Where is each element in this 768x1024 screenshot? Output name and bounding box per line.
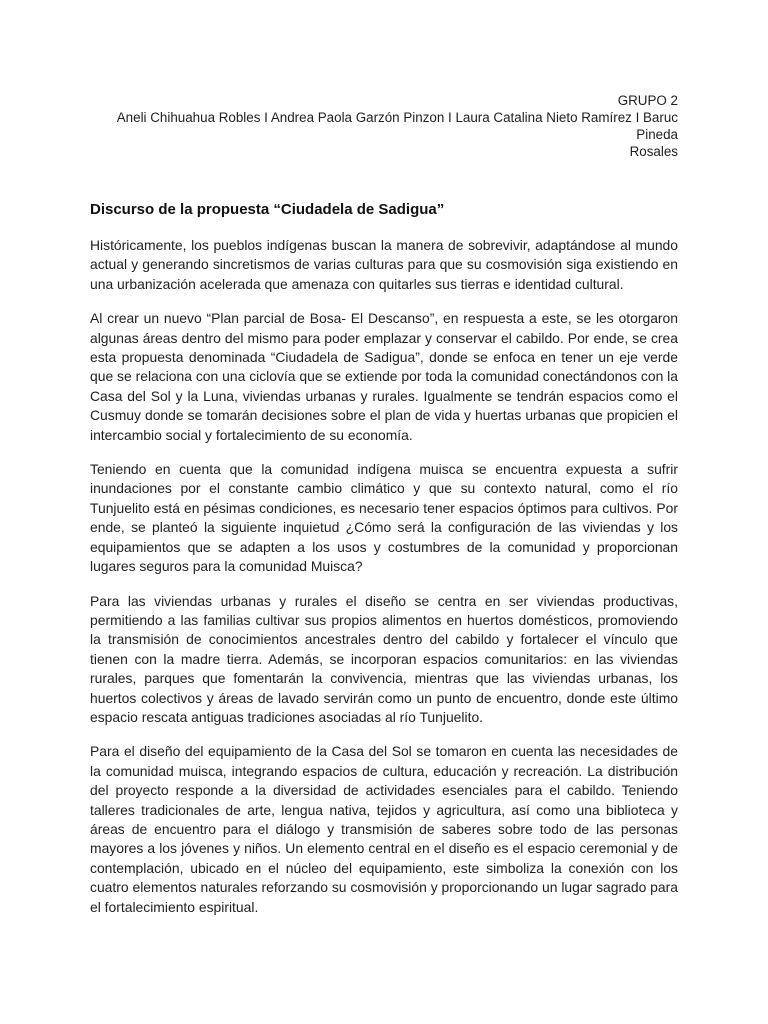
paragraph: Al crear un nuevo “Plan parcial de Bosa- El Descanso”, en respuesta a este, se les otorgaron algunas áreas dentro del mismo para poder emplazar y conservar el cabildo. Por ende, se crea esta propuesta denominada “Ciudadela de Sadigua”, donde se enfoca en tener un eje verde que se relaciona con una ciclovía que se extiende por toda la comunidad conectándonos con la Casa del Sol y la Luna, viviendas urbanas y rurales. Igualmente se tendrán espacios como el Cusmuy donde se tomarán decisiones sobre el plan de vida y huertas urbanas que propicien el intercambio social y fortalecimiento de su economía. [90,310,678,443]
authors-line: Aneli Chihuahua Robles I Andrea Paola Garzón Pinzon I Laura Catalina Nieto Ramírez I Baruc Pineda [116,110,678,142]
paragraph: Para las viviendas urbanas y rurales el diseño se centra en ser viviendas productivas, permitiendo a las familias cultivar sus propios alimentos en huertos domésticos, promoviendo la transmisión de conocimientos ancestrales dentro del cabildo y fortalecer el vínculo que tienen con la madre tierra. Además, se incorporan espacios comunitarios: en las viviendas rurales, parques que fomentarán la convivencia, mientras que las viviendas urbanas, los huertos colectivos y áreas de lavado servirán como un punto de encuentro, donde este último espacio rescata antiguas tradiciones asociadas al río Tunjuelito. [90,592,678,725]
group-label: GRUPO 2 [617,93,678,108]
document-header [90,92,678,160]
paragraph: Históricamente, los pueblos indígenas buscan la manera de sobrevivir, adaptándose al mundo actual y generando sincretismos de varias culturas para que su cosmovisión siga existiendo en una urbanización acelerada que amenaza con quitarles sus tierras e identidad cultural. [90,237,678,292]
document-title: Discurso de la propuesta “Ciudadela de Sadigua” [90,201,445,218]
paragraph: Para el diseño del equipamiento de la Casa del Sol se tomaron en cuenta las necesidades de la comunidad muisca, integrando espacios de cultura, educación y recreación. La distribución del proyecto responde a la diversidad de actividades esenciales para el cabildo. Teniendo talleres tradicionales de arte, lengua nativa, tejidos y agricultura, así como una biblioteca y áreas de encuentro para el diálogo y transmisión de saberes sobre todo de las personas mayores a los jóvenes y niños. Un elemento central en el diseño es el espacio ceremonial y de contemplación, ubicado en el núcleo del equipamiento, este simboliza la conexión con los cuatro elementos naturales reforzando su cosmovisión y proporcionando un lugar sagrado para el fortalecimiento espiritual. [90,743,678,915]
authors-line-continued: Rosales [629,144,678,159]
document-page [90,92,678,917]
paragraph: Teniendo en cuenta que la comunidad indígena muisca se encuentra expuesta a sufrir inundaciones por el constante cambio climático y que su contexto natural, como el río Tunjuelito está en pésimas condiciones, es necesario tener espacios óptimos para cultivos. Por ende, se planteó la siguiente inquietud ¿Cómo será la configuración de las viviendas y los equipamientos que se adapten a los usos y costumbres de la comunidad y proporcionan lugares seguros para la comunidad Muisca? [90,461,678,575]
